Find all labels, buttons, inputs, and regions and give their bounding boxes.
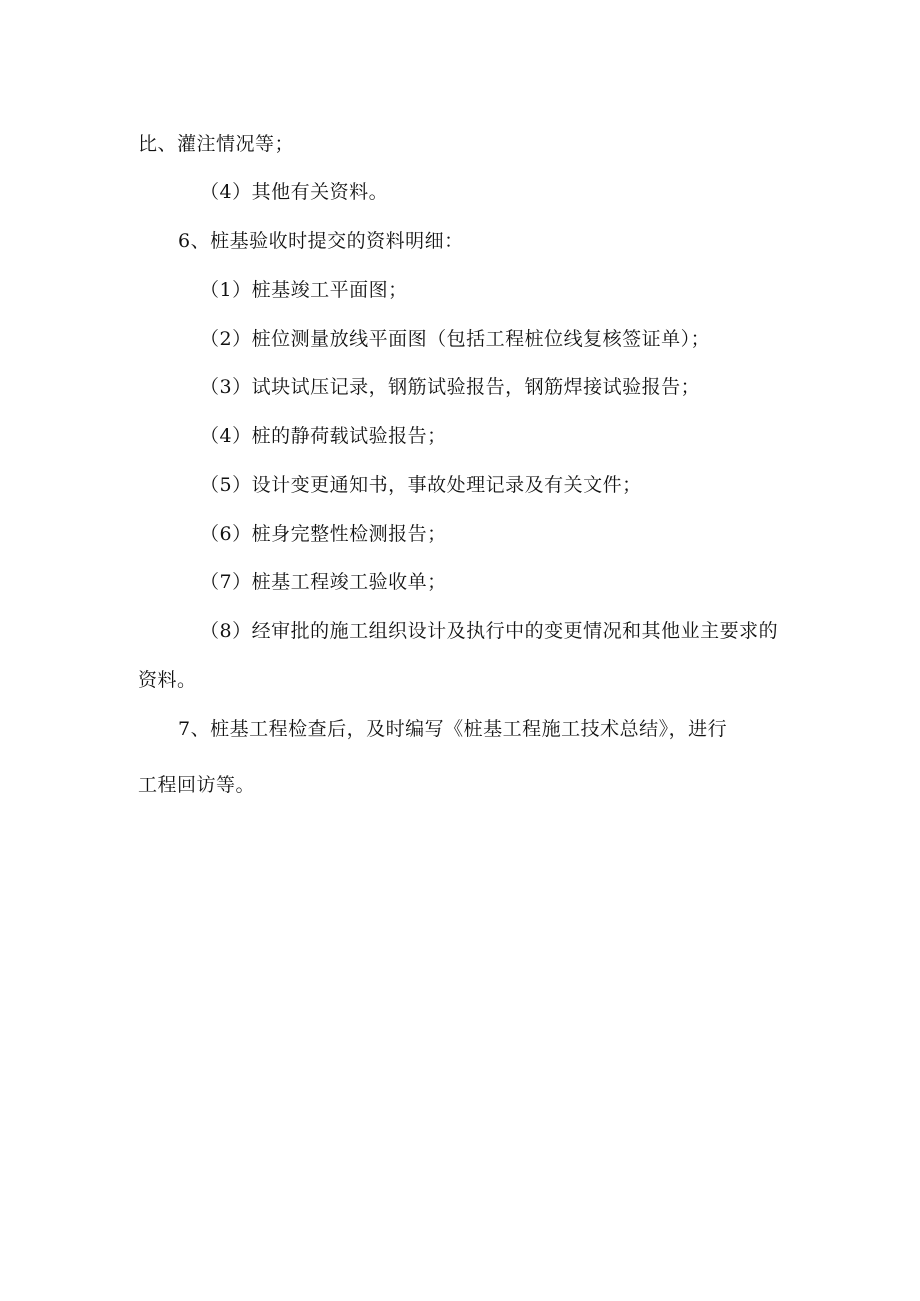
paragraph-line: 比、灌注情况等； xyxy=(138,133,295,155)
list-item: （7）桩基工程竣工验收单； xyxy=(200,571,447,593)
list-item: （5）设计变更通知书，事故处理记录及有关文件； xyxy=(200,474,642,496)
section-heading: 6、桩基验收时提交的资料明细： xyxy=(178,230,464,252)
list-item: （3）试块试压记录，钢筋试验报告，钢筋焊接试验报告； xyxy=(200,376,701,398)
list-item: （4）其他有关资料。 xyxy=(200,181,389,203)
list-item-continuation: 资料。 xyxy=(138,669,197,691)
paragraph-line: 工程回访等。 xyxy=(138,774,256,796)
list-item: （6）桩身完整性检测报告； xyxy=(200,523,447,545)
list-item: （4）桩的静荷载试验报告； xyxy=(200,425,447,447)
list-item: （2）桩位测量放线平面图（包括工程桩位线复核签证单）； xyxy=(200,328,711,350)
section-heading: 7、桩基工程检查后，及时编写《桩基工程施工技术总结》，进行 xyxy=(178,718,728,740)
list-item: （8）经审批的施工组织设计及执行中的变更情况和其他业主要求的 xyxy=(200,620,779,642)
list-item: （1）桩基竣工平面图； xyxy=(200,279,408,301)
